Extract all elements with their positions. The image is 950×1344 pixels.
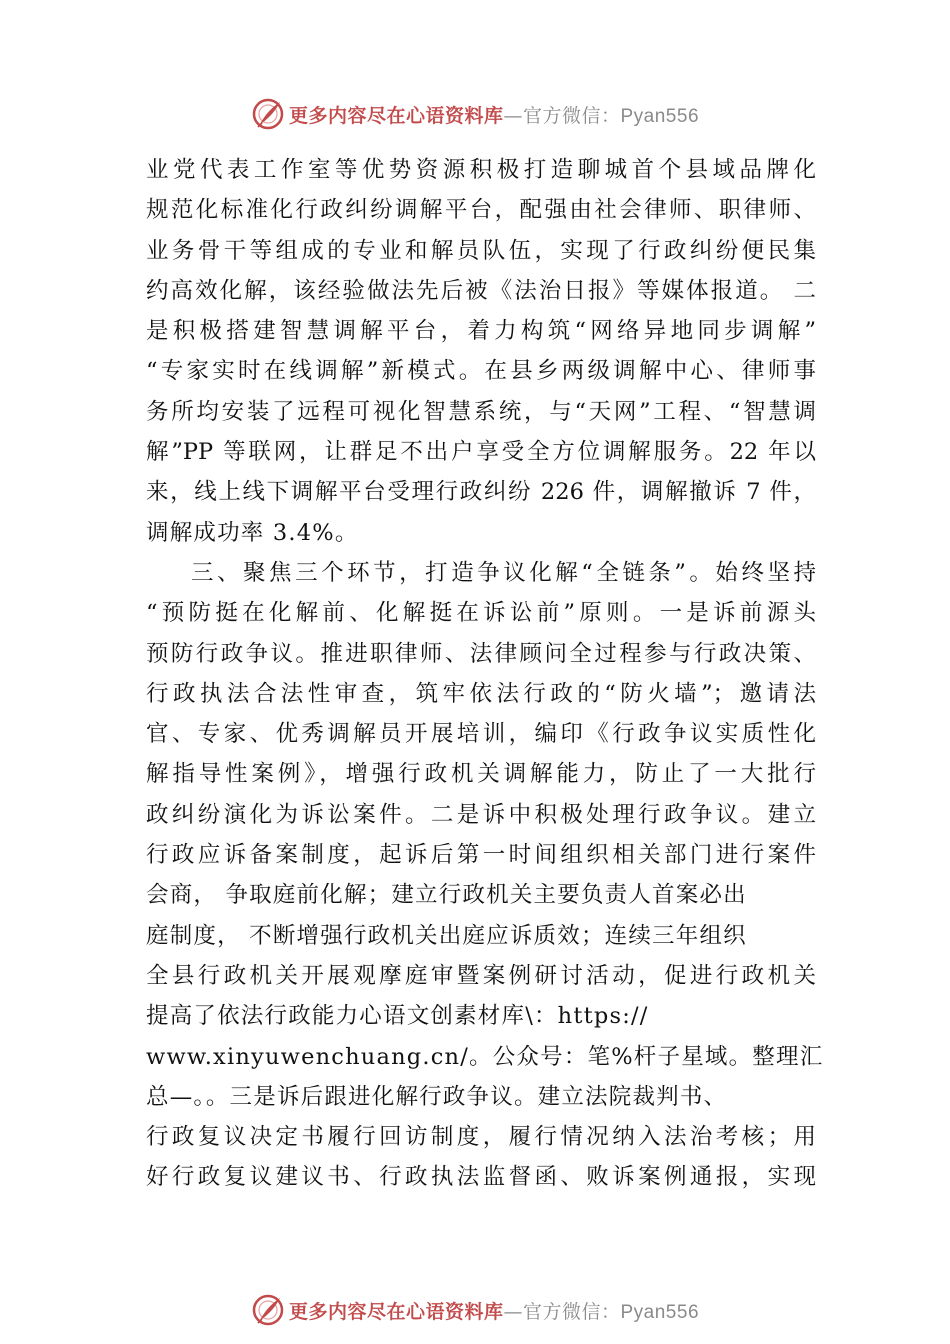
footer-separator: — (503, 1300, 523, 1323)
body-line: 约高效化解，该经验做法先后被《法治日报》等媒体报道。 二 (146, 277, 816, 304)
header-contact-label: 官方微信： (522, 104, 621, 127)
body-line: 业党代表工作室等优势资源积极打造聊城首个县域品牌化 (146, 157, 816, 183)
body-line: 调解成功率 3.4%。 (146, 519, 359, 546)
body-line: 是积极搭建智慧调解平台，着力构筑“网络异地同步调解” (146, 318, 816, 345)
body-line: 规范化标准化行政纠纷调解平台，配强由社会律师、职律师、 (146, 197, 816, 224)
footer-brand: 更多内容尽在心语资料库 (288, 1300, 504, 1323)
body-line: 解”PP 等联网，让群足不出户享受全方位调解服务。22 年以 (146, 439, 816, 466)
body-line: 解指导性案例》，增强行政机关调解能力，防止了一大批行 (146, 761, 816, 788)
body-line: 业务骨干等组成的专业和解员队伍，实现了行政纠纷便民集 (146, 237, 816, 264)
footer-banner (0, 1290, 950, 1330)
body-line: 提高了依法行政能力心语文创素材库\：https:// (146, 1003, 649, 1030)
header-brand: 更多内容尽在心语资料库 (288, 104, 504, 127)
body-line: 庭制度， 不断增强行政机关出庭应诉质效；连续三年组织 (146, 922, 747, 949)
body-line: www.xinyuwenchuang.cn/。公众号：笔%杆子星域。整理汇 (146, 1043, 824, 1070)
body-line: 政纠纷演化为诉讼案件。二是诉中积极处理行政争议。建立 (146, 801, 816, 828)
footer-text (289, 1297, 699, 1324)
body-line: 三、聚焦三个环节，打造争议化解“全链条”。始终坚持 (191, 559, 816, 586)
header-separator: — (503, 104, 523, 127)
body-line: 好行政复议建议书、行政执法监督函、败诉案例通报，实现 (146, 1164, 816, 1191)
body-line: 来，线上线下调解平台受理行政纠纷 226 件，调解撤诉 7 件， (146, 479, 816, 506)
body-line: 务所均安装了远程可视化智慧系统，与“天网”工程、“智慧调 (146, 398, 816, 425)
quill-pen-circle-logo-icon (251, 97, 285, 131)
header-text (289, 101, 699, 128)
footer-wechat-id: Pyan556 (620, 1301, 700, 1323)
body-line: “预防挺在化解前、化解挺在诉讼前”原则。一是诉前源头 (146, 600, 816, 627)
header-banner (0, 94, 950, 134)
body-line: 官、专家、优秀调解员开展培训，编印《行政争议实质性化 (146, 721, 816, 748)
body-line: 全县行政机关开展观摩庭审暨案例研讨活动，促进行政机关 (146, 962, 816, 989)
body-line: 行政执法合法性审查，筑牢依法行政的“防火墙”；邀请法 (146, 680, 816, 707)
quill-pen-circle-logo-icon (251, 1293, 285, 1327)
body-line: 总—。。三是诉后跟进化解行政争议。建立法院裁判书、 (146, 1083, 728, 1110)
body-line: 行政应诉备案制度，起诉后第一时间组织相关部门进行案件 (146, 842, 816, 869)
footer-contact-label: 官方微信： (522, 1300, 621, 1323)
body-line: 预防行政争议。推进职律师、法律顾问全过程参与行政决策、 (146, 640, 816, 667)
document-body (146, 150, 824, 1198)
header-wechat-id: Pyan556 (620, 105, 700, 127)
body-line: 行政复议决定书履行回访制度，履行情况纳入法治考核；用 (146, 1124, 816, 1151)
body-line: “专家实时在线调解”新模式。在县乡两级调解中心、律师事 (146, 358, 816, 385)
body-line: 会商， 争取庭前化解；建立行政机关主要负责人首案必出 (146, 882, 747, 909)
